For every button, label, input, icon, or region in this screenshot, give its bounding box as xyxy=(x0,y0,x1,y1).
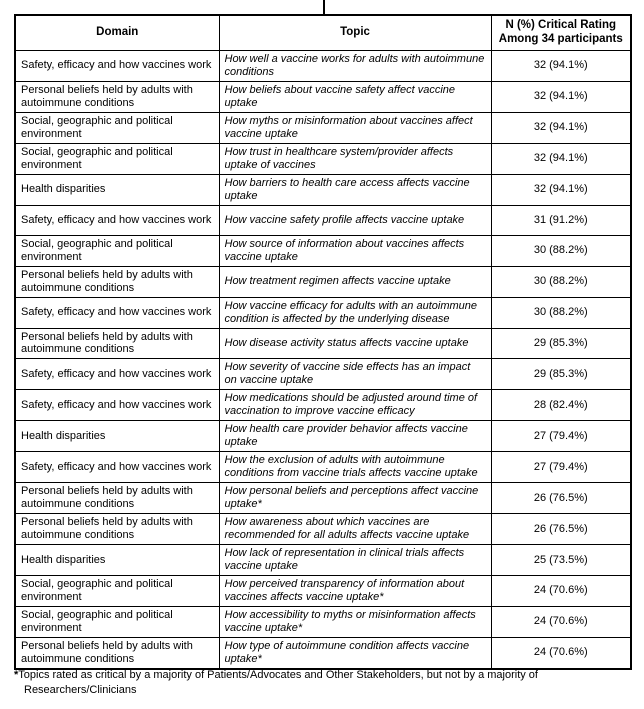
table-row xyxy=(15,51,631,82)
domain-cell: Personal beliefs held by adults with autoimmune conditions xyxy=(15,81,219,112)
critical-rating-table xyxy=(14,14,632,670)
topic-cell: How treatment regimen affects vaccine uptake xyxy=(219,266,491,297)
domain-cell: Social, geographic and political environment xyxy=(15,235,219,266)
table-row xyxy=(15,637,631,668)
domain-cell: Personal beliefs held by adults with autoimmune conditions xyxy=(15,637,219,668)
topic-cell: How beliefs about vaccine safety affect vaccine uptake xyxy=(219,81,491,112)
rating-cell: 27 (79.4%) xyxy=(491,452,631,483)
topic-cell: How medications should be adjusted around time of vaccination to improve vaccine efficacy xyxy=(219,390,491,421)
header-topic: Topic xyxy=(219,15,491,51)
domain-cell: Social, geographic and political environment xyxy=(15,143,219,174)
rating-cell: 28 (82.4%) xyxy=(491,390,631,421)
topic-cell: How severity of vaccine side effects has an impact on vaccine uptake xyxy=(219,359,491,390)
domain-cell: Personal beliefs held by adults with autoimmune conditions xyxy=(15,328,219,359)
table-row xyxy=(15,205,631,235)
topic-cell: How personal beliefs and perceptions affect vaccine uptake* xyxy=(219,483,491,514)
domain-cell: Health disparities xyxy=(15,545,219,576)
domain-cell: Safety, efficacy and how vaccines work xyxy=(15,51,219,82)
topic-cell: How source of information about vaccines affects vaccine uptake xyxy=(219,235,491,266)
rating-cell: 29 (85.3%) xyxy=(491,359,631,390)
domain-cell: Safety, efficacy and how vaccines work xyxy=(15,390,219,421)
rating-cell: 24 (70.6%) xyxy=(491,606,631,637)
domain-cell: Safety, efficacy and how vaccines work xyxy=(15,297,219,328)
topic-cell: How awareness about which vaccines are recommended for all adults affects vaccine uptake xyxy=(219,514,491,545)
rating-cell: 30 (88.2%) xyxy=(491,235,631,266)
rating-cell: 24 (70.6%) xyxy=(491,637,631,668)
domain-cell: Social, geographic and political environment xyxy=(15,606,219,637)
rating-cell: 32 (94.1%) xyxy=(491,51,631,82)
domain-cell: Health disparities xyxy=(15,174,219,205)
footnote-marker: * xyxy=(14,669,19,681)
rating-cell: 32 (94.1%) xyxy=(491,81,631,112)
rating-cell: 25 (73.5%) xyxy=(491,545,631,576)
table-row xyxy=(15,483,631,514)
table-row xyxy=(15,112,631,143)
header-row xyxy=(15,15,631,51)
domain-cell: Personal beliefs held by adults with autoimmune conditions xyxy=(15,483,219,514)
rating-cell: 30 (88.2%) xyxy=(491,297,631,328)
domain-cell: Safety, efficacy and how vaccines work xyxy=(15,452,219,483)
table-row xyxy=(15,235,631,266)
table-row xyxy=(15,514,631,545)
topic-cell: How myths or misinformation about vaccines affect vaccine uptake xyxy=(219,112,491,143)
topic-cell: How vaccine safety profile affects vaccine uptake xyxy=(219,205,491,235)
topic-cell: How lack of representation in clinical trials affects vaccine uptake xyxy=(219,545,491,576)
rating-cell: 29 (85.3%) xyxy=(491,328,631,359)
rating-cell: 26 (76.5%) xyxy=(491,483,631,514)
table-row xyxy=(15,359,631,390)
header-rating: N (%) Critical Rating Among 34 participants xyxy=(491,15,631,51)
topic-cell: How perceived transparency of information about vaccines affects vaccine uptake* xyxy=(219,576,491,607)
rating-cell: 26 (76.5%) xyxy=(491,514,631,545)
topic-cell: How health care provider behavior affects vaccine uptake xyxy=(219,421,491,452)
footnote-text: Topics rated as critical by a majority of Patients/Advocates and Other Stakeholders, but not by a majority of Researchers/Clinicians xyxy=(18,669,538,696)
table-row xyxy=(15,606,631,637)
domain-cell: Personal beliefs held by adults with autoimmune conditions xyxy=(15,514,219,545)
rating-cell: 31 (91.2%) xyxy=(491,205,631,235)
topic-cell: How barriers to health care access affects vaccine uptake xyxy=(219,174,491,205)
table-row xyxy=(15,421,631,452)
rating-cell: 27 (79.4%) xyxy=(491,421,631,452)
domain-cell: Health disparities xyxy=(15,421,219,452)
table-row xyxy=(15,390,631,421)
topic-cell: How disease activity status affects vaccine uptake xyxy=(219,328,491,359)
rating-cell: 32 (94.1%) xyxy=(491,143,631,174)
table-row xyxy=(15,81,631,112)
domain-cell: Safety, efficacy and how vaccines work xyxy=(15,205,219,235)
table-row xyxy=(15,143,631,174)
topic-cell: How trust in healthcare system/provider affects uptake of vaccines xyxy=(219,143,491,174)
table-row xyxy=(15,452,631,483)
table-row xyxy=(15,545,631,576)
rating-cell: 32 (94.1%) xyxy=(491,174,631,205)
footnote xyxy=(14,668,614,698)
rating-cell: 24 (70.6%) xyxy=(491,576,631,607)
topic-cell: How well a vaccine works for adults with autoimmune conditions xyxy=(219,51,491,82)
domain-cell: Social, geographic and political environment xyxy=(15,112,219,143)
topic-cell: How the exclusion of adults with autoimmune conditions from vaccine trials affects vaccine uptake xyxy=(219,452,491,483)
rating-cell: 32 (94.1%) xyxy=(491,112,631,143)
header-domain: Domain xyxy=(15,15,219,51)
domain-cell: Social, geographic and political environment xyxy=(15,576,219,607)
table-row xyxy=(15,174,631,205)
table-row xyxy=(15,328,631,359)
domain-cell: Personal beliefs held by adults with autoimmune conditions xyxy=(15,266,219,297)
table-row xyxy=(15,576,631,607)
domain-cell: Safety, efficacy and how vaccines work xyxy=(15,359,219,390)
topic-cell: How accessibility to myths or misinformation affects vaccine uptake* xyxy=(219,606,491,637)
table-header xyxy=(15,15,631,51)
table-row xyxy=(15,266,631,297)
topic-cell: How vaccine efficacy for adults with an autoimmune condition is affected by the underlying disease xyxy=(219,297,491,328)
rating-cell: 30 (88.2%) xyxy=(491,266,631,297)
topic-cell: How type of autoimmune condition affects vaccine uptake* xyxy=(219,637,491,668)
text-cursor-artifact xyxy=(323,0,325,14)
table-body xyxy=(15,51,631,669)
table-row xyxy=(15,297,631,328)
